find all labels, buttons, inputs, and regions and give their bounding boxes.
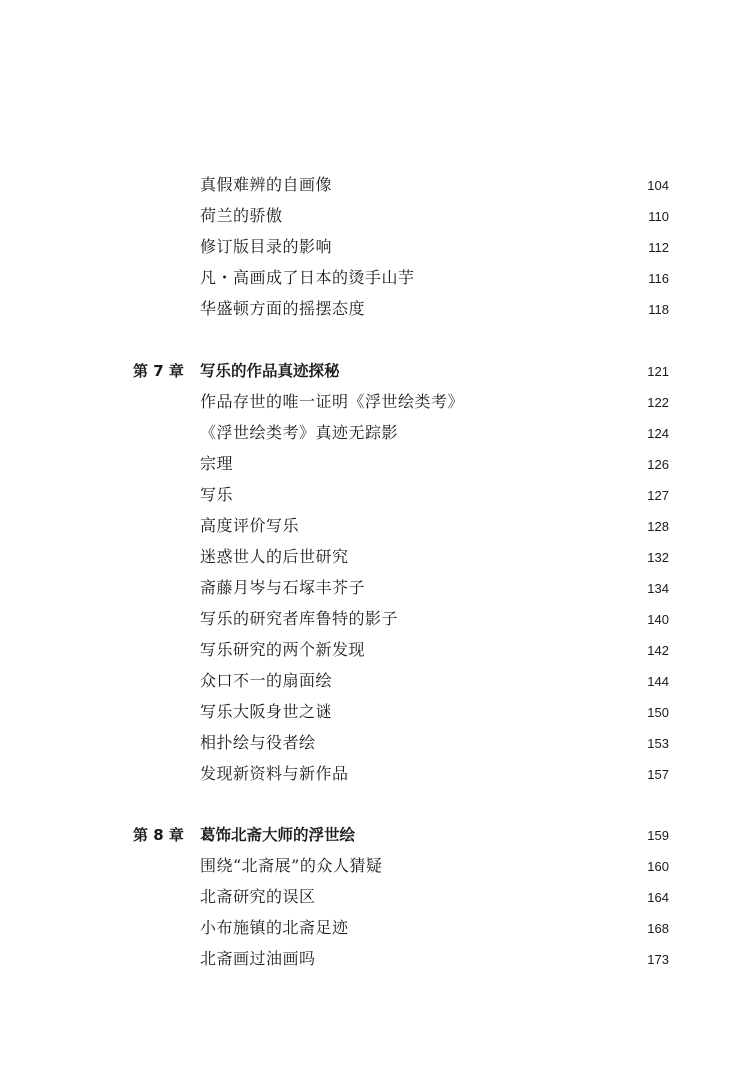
toc-entry-title: 发现新资料与新作品 [200, 764, 349, 783]
toc-entry[interactable] [0, 885, 750, 909]
toc-entry-title: 众口不一的扇面绘 [200, 671, 333, 690]
toc-entry[interactable] [0, 607, 750, 631]
toc-entry-page: 150 [647, 705, 669, 720]
toc-entry-title: 真假难辨的自画像 [200, 175, 333, 194]
toc-entry[interactable] [0, 235, 750, 259]
toc-entry[interactable] [0, 854, 750, 878]
toc-entry-page: 168 [647, 921, 669, 936]
toc-entry[interactable] [0, 762, 750, 786]
toc-entry-title: 《浮世绘类考》真迹无踪影 [200, 423, 399, 442]
toc-entry[interactable] [0, 452, 750, 476]
toc-entry-page: 128 [647, 519, 669, 534]
toc-entry-page: 122 [647, 395, 669, 410]
toc-entry-title: 华盛顿方面的摇摆态度 [200, 299, 366, 318]
chapter-title: 写乐的作品真迹探秘 [200, 362, 340, 380]
toc-entry[interactable] [0, 173, 750, 197]
toc-entry[interactable] [0, 638, 750, 662]
toc-entry[interactable] [0, 421, 750, 445]
toc-entry-page: 134 [647, 581, 669, 596]
toc-entry-page: 104 [647, 178, 669, 193]
toc-entry-page: 132 [647, 550, 669, 565]
toc-entry-page: 126 [647, 457, 669, 472]
chapter-page: 121 [647, 364, 669, 379]
toc-entry-title: 作品存世的唯一证明《浮世绘类考》 [200, 392, 465, 411]
toc-entry-title: 相扑绘与役者绘 [200, 733, 316, 752]
toc-entry-title: 迷惑世人的后世研究 [200, 547, 349, 566]
toc-entry-title: 凡・高画成了日本的烫手山芋 [200, 268, 415, 287]
toc-entry-page: 118 [648, 302, 669, 317]
toc-entry-page: 144 [647, 674, 669, 689]
chapter-7-heading[interactable] [0, 359, 750, 383]
toc-entry[interactable] [0, 669, 750, 693]
toc-entry-page: 160 [647, 859, 669, 874]
chapter-page: 159 [647, 828, 669, 843]
toc-entry-title: 宗理 [200, 454, 234, 473]
toc-entry[interactable] [0, 297, 750, 321]
toc-entry-title: 写乐研究的两个新发现 [200, 640, 366, 659]
chapter-label: 第 8 章 [133, 826, 184, 844]
toc-entry-page: 140 [647, 612, 669, 627]
toc-entry[interactable] [0, 483, 750, 507]
toc-entry[interactable] [0, 390, 750, 414]
toc-entry-title: 修订版目录的影响 [200, 237, 333, 256]
toc-entry[interactable] [0, 514, 750, 538]
toc-entry-page: 153 [647, 736, 669, 751]
toc-entry[interactable] [0, 204, 750, 228]
toc-entry-title: 高度评价写乐 [200, 516, 300, 535]
toc-entry-title: 斋藤月岑与石塚丰芥子 [200, 578, 366, 597]
toc-entry[interactable] [0, 916, 750, 940]
toc-entry[interactable] [0, 266, 750, 290]
toc-entry-page: 142 [647, 643, 669, 658]
toc-entry-title: 荷兰的骄傲 [200, 206, 283, 225]
toc-entry-title: 北斋画过油画吗 [200, 949, 316, 968]
toc-entry[interactable] [0, 947, 750, 971]
toc-entry-page: 157 [647, 767, 669, 782]
toc-entry-page: 124 [647, 426, 669, 441]
toc-entry-title: 小布施镇的北斋足迹 [200, 918, 349, 937]
toc-entry-page: 164 [647, 890, 669, 905]
chapter-8-heading[interactable] [0, 823, 750, 847]
toc-entry[interactable] [0, 731, 750, 755]
toc-entry[interactable] [0, 576, 750, 600]
toc-entry-page: 127 [647, 488, 669, 503]
toc-entry-title: 围绕“北斋展”的众人猜疑 [200, 856, 383, 875]
toc-entry[interactable] [0, 545, 750, 569]
toc-entry[interactable] [0, 700, 750, 724]
toc-entry-title: 写乐 [200, 485, 234, 504]
toc-entry-title: 写乐大阪身世之谜 [200, 702, 333, 721]
toc-entry-page: 173 [647, 952, 669, 967]
toc-entry-page: 110 [648, 209, 669, 224]
toc-entry-title: 写乐的研究者库鲁特的影子 [200, 609, 399, 628]
toc-entry-page: 112 [648, 240, 669, 255]
chapter-label: 第 7 章 [133, 362, 184, 380]
toc-entry-title: 北斋研究的误区 [200, 887, 316, 906]
toc-entry-page: 116 [648, 271, 669, 286]
chapter-title: 葛饰北斋大师的浮世绘 [200, 826, 356, 844]
